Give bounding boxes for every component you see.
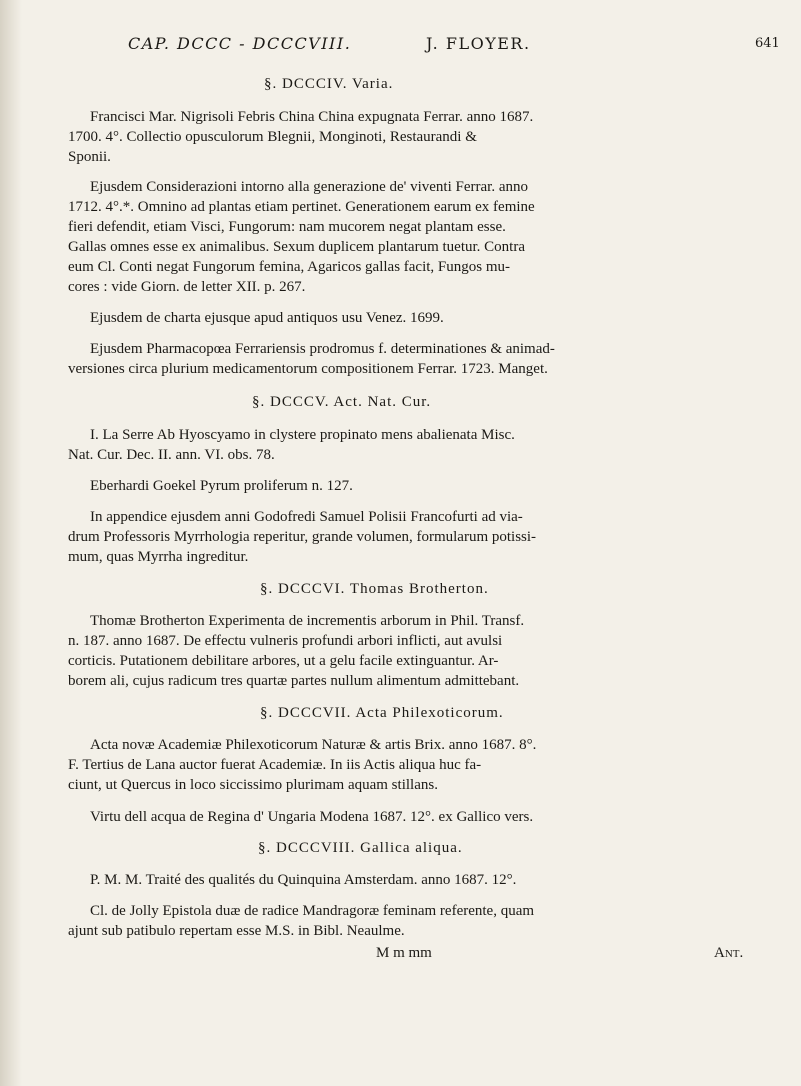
text-line: Ejusdem Pharmacopœa Ferrariensis prodromus f. determinationes & animad- xyxy=(90,341,555,357)
section-heading: §. DCCCVIII. Gallica aliqua. xyxy=(258,840,463,856)
page-number: 641 xyxy=(755,36,780,51)
text-line: corticis. Putationem debilitare arbores, ut a gelu facile extinguantur. Ar- xyxy=(68,653,499,669)
catchword: Ant. xyxy=(714,945,744,961)
text-line: I. La Serre Ab Hyoscyamo in clystere propinato mens abalienata Misc. xyxy=(90,427,515,443)
text-line: Virtu dell acqua de Regina d' Ungaria Modena 1687. 12°. ex Gallico vers. xyxy=(90,809,534,825)
text-line: 1712. 4°.*. Omnino ad plantas etiam pertinet. Generationem earum ex femine xyxy=(68,199,535,215)
text-line: Ejusdem de charta ejusque apud antiquos usu Venez. 1699. xyxy=(90,310,444,326)
text-line: Gallas omnes esse ex animalibus. Sexum duplicem plantarum tuetur. Contra xyxy=(68,239,525,255)
text-line: Francisci Mar. Nigrisoli Febris China China expugnata Ferrar. anno 1687. xyxy=(90,109,534,125)
text-line: Acta novæ Academiæ Philexoticorum Naturæ & artis Brix. anno 1687. 8°. xyxy=(90,737,537,753)
section-heading: §. DCCCVI. Thomas Brotherton. xyxy=(260,581,489,597)
section-heading: §. DCCCIV. Varia. xyxy=(264,76,394,92)
text-line: versiones circa plurium medicamentorum compositionem Ferrar. 1723. Manget. xyxy=(68,361,548,377)
text-line: Eberhardi Goekel Pyrum proliferum n. 127. xyxy=(90,478,353,494)
text-line: P. M. M. Traité des qualités du Quinquina Amsterdam. anno 1687. 12°. xyxy=(90,872,517,888)
text-line: In appendice ejusdem anni Godofredi Samuel Polisii Francofurti ad via- xyxy=(90,509,523,525)
text-line: 1700. 4°. Collectio opusculorum Blegnii, Monginoti, Restaurandi & xyxy=(68,129,477,145)
text-line: ciunt, ut Quercus in loco siccissimo plurimam aquam stillans. xyxy=(68,777,438,793)
text-line: eum Cl. Conti negat Fungorum femina, Agaricos gallas facit, Fungos mu- xyxy=(68,259,511,275)
text-line: n. 187. anno 1687. De effectu vulneris profundi arbori inflicti, aut avulsi xyxy=(68,633,503,649)
section-heading: §. DCCCVII. Acta Philexoticorum. xyxy=(260,705,504,721)
signature-mark: M m mm xyxy=(376,945,432,961)
running-header-chapter: CAP. DCCC - DCCCVIII. xyxy=(128,34,352,53)
text-line: borem ali, cujus radicum tres quartæ partes nullum alimentum admittebant. xyxy=(68,673,520,689)
text-line: mum, quas Myrrha ingreditur. xyxy=(68,549,249,565)
text-line: fieri defendit, etiam Visci, Fungorum: nam mucorem negat plantam esse. xyxy=(68,219,506,235)
text-line: Thomæ Brotherton Experimenta de incrementis arborum in Phil. Transf. xyxy=(90,613,525,629)
text-line: Cl. de Jolly Epistola duæ de radice Mandragoræ feminam referente, quam xyxy=(90,903,535,919)
running-header xyxy=(128,34,728,53)
section-heading: §. DCCCV. Act. Nat. Cur. xyxy=(252,394,432,410)
text-line: Sponii. xyxy=(68,149,111,165)
text-line: F. Tertius de Lana auctor fuerat Academiæ. In iis Actis aliqua huc fa- xyxy=(68,757,482,773)
text-line: drum Professoris Myrrhologia reperitur, grande volumen, formularum potissi- xyxy=(68,529,537,545)
running-header-author: J. FLOYER. xyxy=(426,34,531,53)
text-line: ajunt sub patibulo repertam esse M.S. in Bibl. Neaulme. xyxy=(68,923,405,939)
text-line: Nat. Cur. Dec. II. ann. VI. obs. 78. xyxy=(68,447,275,463)
text-line: Ejusdem Considerazioni intorno alla generazione de' viventi Ferrar. anno xyxy=(90,179,528,195)
page-gutter-shadow xyxy=(0,0,22,1086)
text-line: cores : vide Giorn. de letter XII. p. 267. xyxy=(68,279,306,295)
